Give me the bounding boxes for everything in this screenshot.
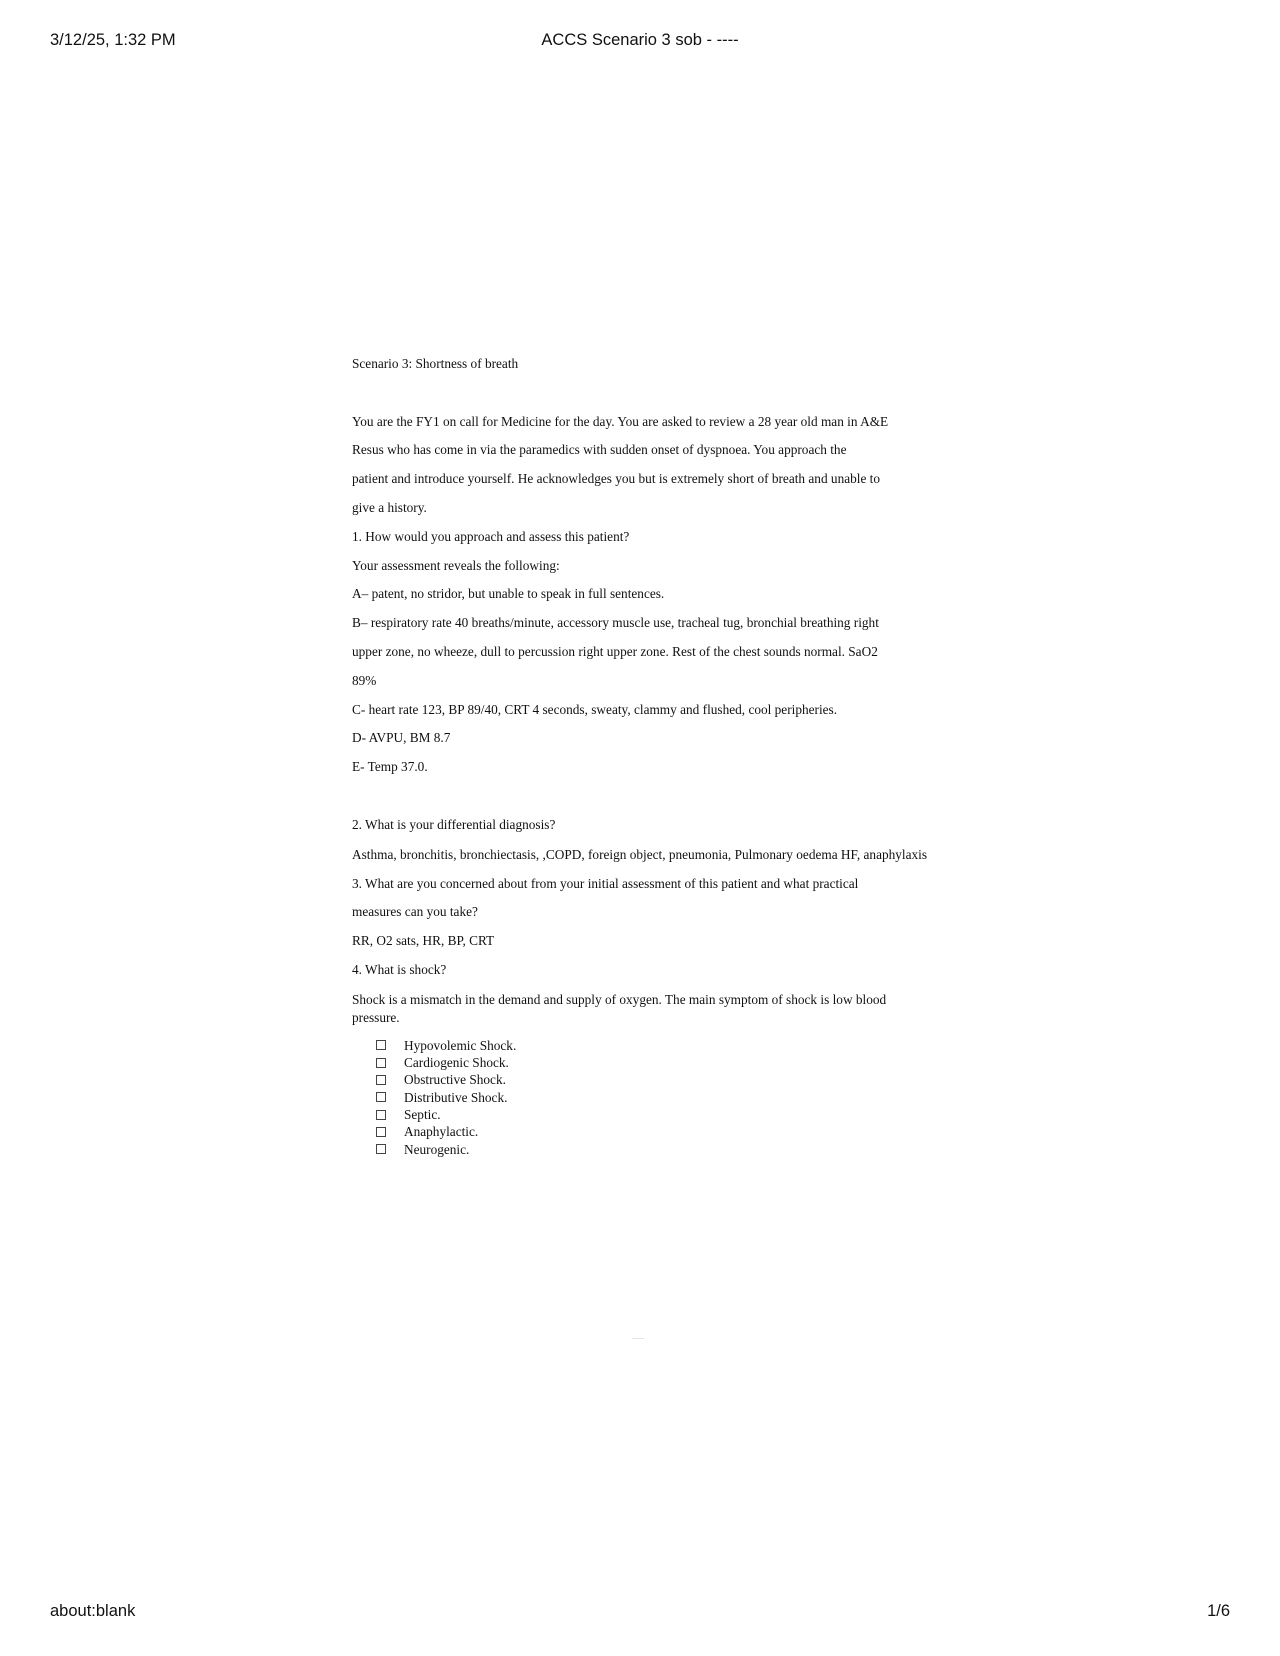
checkbox-icon: [376, 1092, 386, 1102]
document-body: [352, 350, 932, 1158]
list-item-label: Obstructive Shock.: [404, 1072, 506, 1088]
print-header-datetime: 3/12/25, 1:32 PM: [50, 31, 176, 49]
checkbox-icon: [376, 1127, 386, 1137]
question-1: 1. How would you approach and assess this patient?: [352, 528, 630, 544]
airway-finding: A– patent, no stridor, but unable to speak in full sentences.: [352, 586, 665, 602]
spacer: [352, 782, 932, 811]
exposure-finding: E- Temp 37.0.: [352, 759, 428, 775]
list-item-label: Cardiogenic Shock.: [404, 1055, 509, 1071]
list-item: [376, 1071, 932, 1088]
list-item: [376, 1089, 932, 1106]
checkbox-icon: [376, 1144, 386, 1154]
checkbox-icon: [376, 1058, 386, 1068]
answer-3: RR, O2 sats, HR, BP, CRT: [352, 933, 495, 949]
list-item-label: Neurogenic.: [404, 1141, 470, 1157]
checkbox-icon: [376, 1040, 386, 1050]
list-item: [376, 1123, 932, 1140]
breathing-finding: B– respiratory rate 40 breaths/minute, accessory muscle use, tracheal tug, bronchial breathing right: [352, 615, 879, 631]
assessment-intro: Your assessment reveals the following:: [352, 557, 560, 573]
list-item: [376, 1037, 932, 1054]
answer-4: Shock is a mismatch in the demand and supply of oxygen. The main symptom of shock is low blood pressure.: [352, 991, 887, 1025]
breathing-finding: upper zone, no wheeze, dull to percussion right upper zone. Rest of the chest sounds normal. SaO2: [352, 643, 878, 659]
list-item: [376, 1054, 932, 1071]
list-item-label: Septic.: [404, 1106, 441, 1122]
intro-line: Resus who has come in via the paramedics with sudden onset of dyspnoea. You approach the: [352, 442, 847, 458]
list-item-label: Distributive Shock.: [404, 1089, 508, 1105]
circulation-finding: C- heart rate 123, BP 89/40, CRT 4 seconds, sweaty, clammy and flushed, cool peripheries.: [352, 701, 838, 717]
spacer: [352, 379, 932, 408]
faint-mark: [632, 1338, 644, 1339]
question-4: 4. What is shock?: [352, 961, 447, 977]
list-item-label: Hypovolemic Shock.: [404, 1037, 517, 1053]
print-footer-page-number: 1/6: [1207, 1602, 1230, 1620]
answer-2: Asthma, bronchitis, bronchiectasis, ,COPD, foreign object, pneumonia, Pulmonary oedema HF, anaphylaxis: [352, 846, 928, 862]
shock-types-list: [376, 1037, 932, 1158]
intro-line: patient and introduce yourself. He acknowledges you but is extremely short of breath and unable to: [352, 471, 881, 487]
print-header-title: ACCS Scenario 3 sob - ----: [541, 31, 739, 49]
breathing-finding: 89%: [352, 672, 377, 688]
question-2: 2. What is your differential diagnosis?: [352, 816, 556, 832]
intro-line: You are the FY1 on call for Medicine for the day. You are asked to review a 28 year old man in A&E: [352, 413, 889, 429]
list-item: [376, 1141, 932, 1158]
checkbox-icon: [376, 1075, 386, 1085]
scenario-heading: Scenario 3: Shortness of breath: [352, 356, 519, 371]
question-3: 3. What are you concerned about from your initial assessment of this patient and what practical: [352, 875, 859, 891]
question-3: measures can you take?: [352, 904, 478, 920]
checkbox-icon: [376, 1110, 386, 1120]
list-item-label: Anaphylactic.: [404, 1124, 479, 1140]
disability-finding: D- AVPU, BM 8.7: [352, 730, 451, 746]
intro-line: give a history.: [352, 499, 427, 515]
list-item: [376, 1106, 932, 1123]
print-footer-url: about:blank: [50, 1602, 136, 1620]
